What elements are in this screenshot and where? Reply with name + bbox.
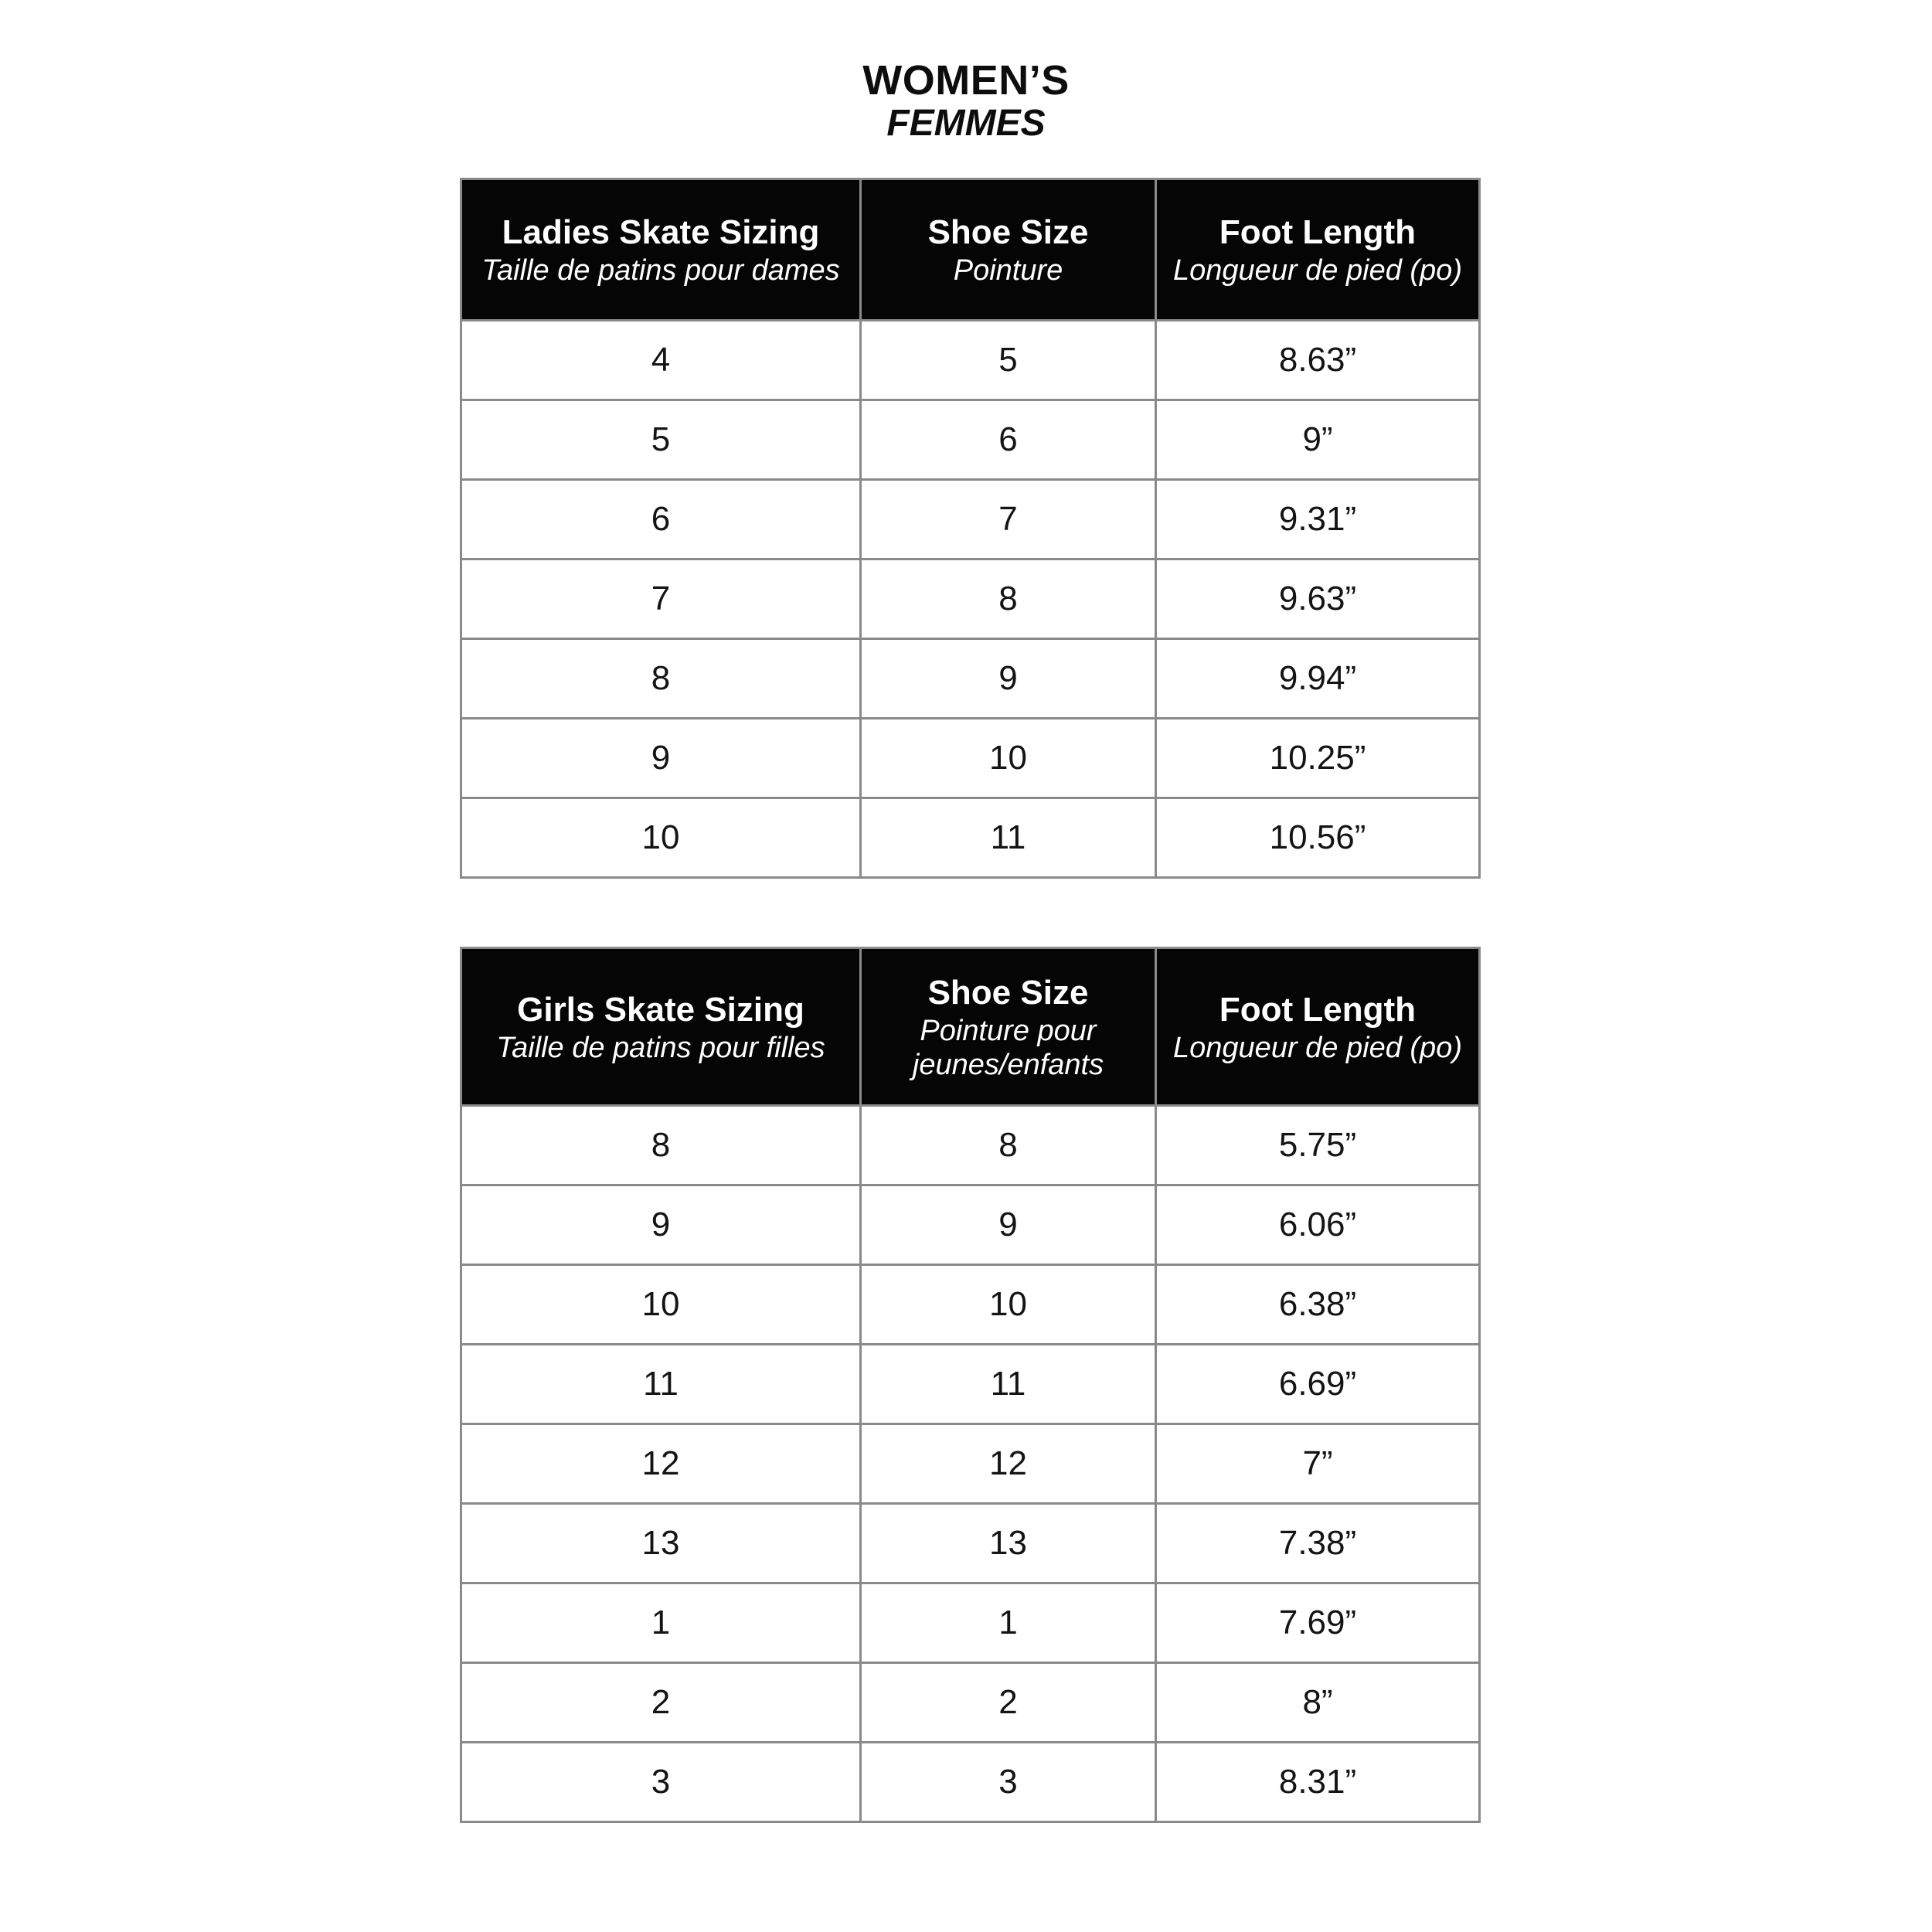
cell-shoe-size: 11 xyxy=(861,798,1156,878)
cell-skate-size: 7 xyxy=(461,560,861,639)
cell-skate-size: 5 xyxy=(461,400,861,480)
table-header xyxy=(461,179,1480,321)
cell-foot-length: 6.38” xyxy=(1156,1265,1480,1345)
header-label-french: Taille de patins pour dames xyxy=(481,254,840,287)
table-row xyxy=(461,1663,1480,1743)
table-row xyxy=(461,1106,1480,1185)
header-label: Foot Length xyxy=(1219,213,1417,251)
cell-skate-size: 2 xyxy=(461,1663,861,1743)
header-label: Foot Length xyxy=(1219,990,1417,1029)
cell-skate-size: 9 xyxy=(461,719,861,798)
page-title-block xyxy=(0,58,1932,145)
cell-skate-size: 8 xyxy=(461,1106,861,1185)
header-label-french: Pointure pour jeunes/enfants xyxy=(912,1014,1104,1081)
cell-skate-size: 11 xyxy=(461,1345,861,1424)
table-row xyxy=(461,1504,1480,1583)
table-row xyxy=(461,1583,1480,1663)
cell-shoe-size: 2 xyxy=(861,1663,1156,1743)
page-title: WOMEN’S xyxy=(862,57,1070,104)
table-row xyxy=(461,1185,1480,1265)
cell-skate-size: 8 xyxy=(461,639,861,719)
header-label: Shoe Size xyxy=(927,213,1089,251)
table-body xyxy=(461,321,1480,878)
header-label: Ladies Skate Sizing xyxy=(502,213,820,251)
cell-foot-length: 6.06” xyxy=(1156,1185,1480,1265)
cell-foot-length: 5.75” xyxy=(1156,1106,1480,1185)
cell-foot-length: 7.38” xyxy=(1156,1504,1480,1583)
cell-foot-length: 7” xyxy=(1156,1424,1480,1504)
cell-foot-length: 8.63” xyxy=(1156,321,1480,400)
table-row xyxy=(461,480,1480,560)
cell-skate-size: 9 xyxy=(461,1185,861,1265)
table-body xyxy=(461,1106,1480,1822)
cell-shoe-size: 13 xyxy=(861,1504,1156,1583)
cell-shoe-size: 11 xyxy=(861,1345,1156,1424)
header-label: Girls Skate Sizing xyxy=(517,990,804,1029)
header-label-french: Longueur de pied (po) xyxy=(1173,254,1462,287)
header-cell-foot-length xyxy=(1156,948,1480,1106)
table-header xyxy=(461,948,1480,1106)
header-label-french: Pointure xyxy=(953,254,1063,287)
cell-shoe-size: 8 xyxy=(861,1106,1156,1185)
header-cell-shoe-size xyxy=(861,948,1156,1106)
cell-shoe-size: 10 xyxy=(861,719,1156,798)
cell-shoe-size: 9 xyxy=(861,639,1156,719)
cell-foot-length: 8.31” xyxy=(1156,1743,1480,1822)
cell-foot-length: 9.31” xyxy=(1156,480,1480,560)
cell-skate-size: 3 xyxy=(461,1743,861,1822)
cell-shoe-size: 8 xyxy=(861,560,1156,639)
page-subtitle: FEMMES xyxy=(886,103,1046,144)
cell-skate-size: 10 xyxy=(461,1265,861,1345)
table-row xyxy=(461,1345,1480,1424)
cell-shoe-size: 1 xyxy=(861,1583,1156,1663)
header-cell-foot-length xyxy=(1156,179,1480,321)
cell-shoe-size: 5 xyxy=(861,321,1156,400)
cell-shoe-size: 6 xyxy=(861,400,1156,480)
table-row xyxy=(461,1265,1480,1345)
cell-foot-length: 9.94” xyxy=(1156,639,1480,719)
cell-shoe-size: 3 xyxy=(861,1743,1156,1822)
table-row xyxy=(461,719,1480,798)
header-cell-shoe-size xyxy=(861,179,1156,321)
cell-skate-size: 12 xyxy=(461,1424,861,1504)
cell-skate-size: 6 xyxy=(461,480,861,560)
header-row xyxy=(461,179,1480,321)
header-label-french: Longueur de pied (po) xyxy=(1173,1031,1462,1064)
cell-shoe-size: 10 xyxy=(861,1265,1156,1345)
cell-skate-size: 10 xyxy=(461,798,861,878)
cell-skate-size: 1 xyxy=(461,1583,861,1663)
cell-shoe-size: 9 xyxy=(861,1185,1156,1265)
header-label-french: Taille de patins pour filles xyxy=(496,1031,825,1064)
cell-skate-size: 13 xyxy=(461,1504,861,1583)
table-row xyxy=(461,798,1480,878)
cell-shoe-size: 12 xyxy=(861,1424,1156,1504)
cell-foot-length: 9” xyxy=(1156,400,1480,480)
cell-foot-length: 6.69” xyxy=(1156,1345,1480,1424)
header-row xyxy=(461,948,1480,1106)
table-row xyxy=(461,1424,1480,1504)
table-row xyxy=(461,639,1480,719)
cell-skate-size: 4 xyxy=(461,321,861,400)
girls-size-table xyxy=(460,947,1481,1823)
table-row xyxy=(461,321,1480,400)
table-row xyxy=(461,1743,1480,1822)
cell-foot-length: 9.63” xyxy=(1156,560,1480,639)
header-label: Shoe Size xyxy=(927,973,1089,1012)
cell-foot-length: 10.56” xyxy=(1156,798,1480,878)
table-row xyxy=(461,560,1480,639)
header-cell-skate-size xyxy=(461,179,861,321)
ladies-size-table xyxy=(460,178,1481,879)
header-cell-skate-size xyxy=(461,948,861,1106)
table-row xyxy=(461,400,1480,480)
cell-shoe-size: 7 xyxy=(861,480,1156,560)
cell-foot-length: 8” xyxy=(1156,1663,1480,1743)
cell-foot-length: 10.25” xyxy=(1156,719,1480,798)
cell-foot-length: 7.69” xyxy=(1156,1583,1480,1663)
